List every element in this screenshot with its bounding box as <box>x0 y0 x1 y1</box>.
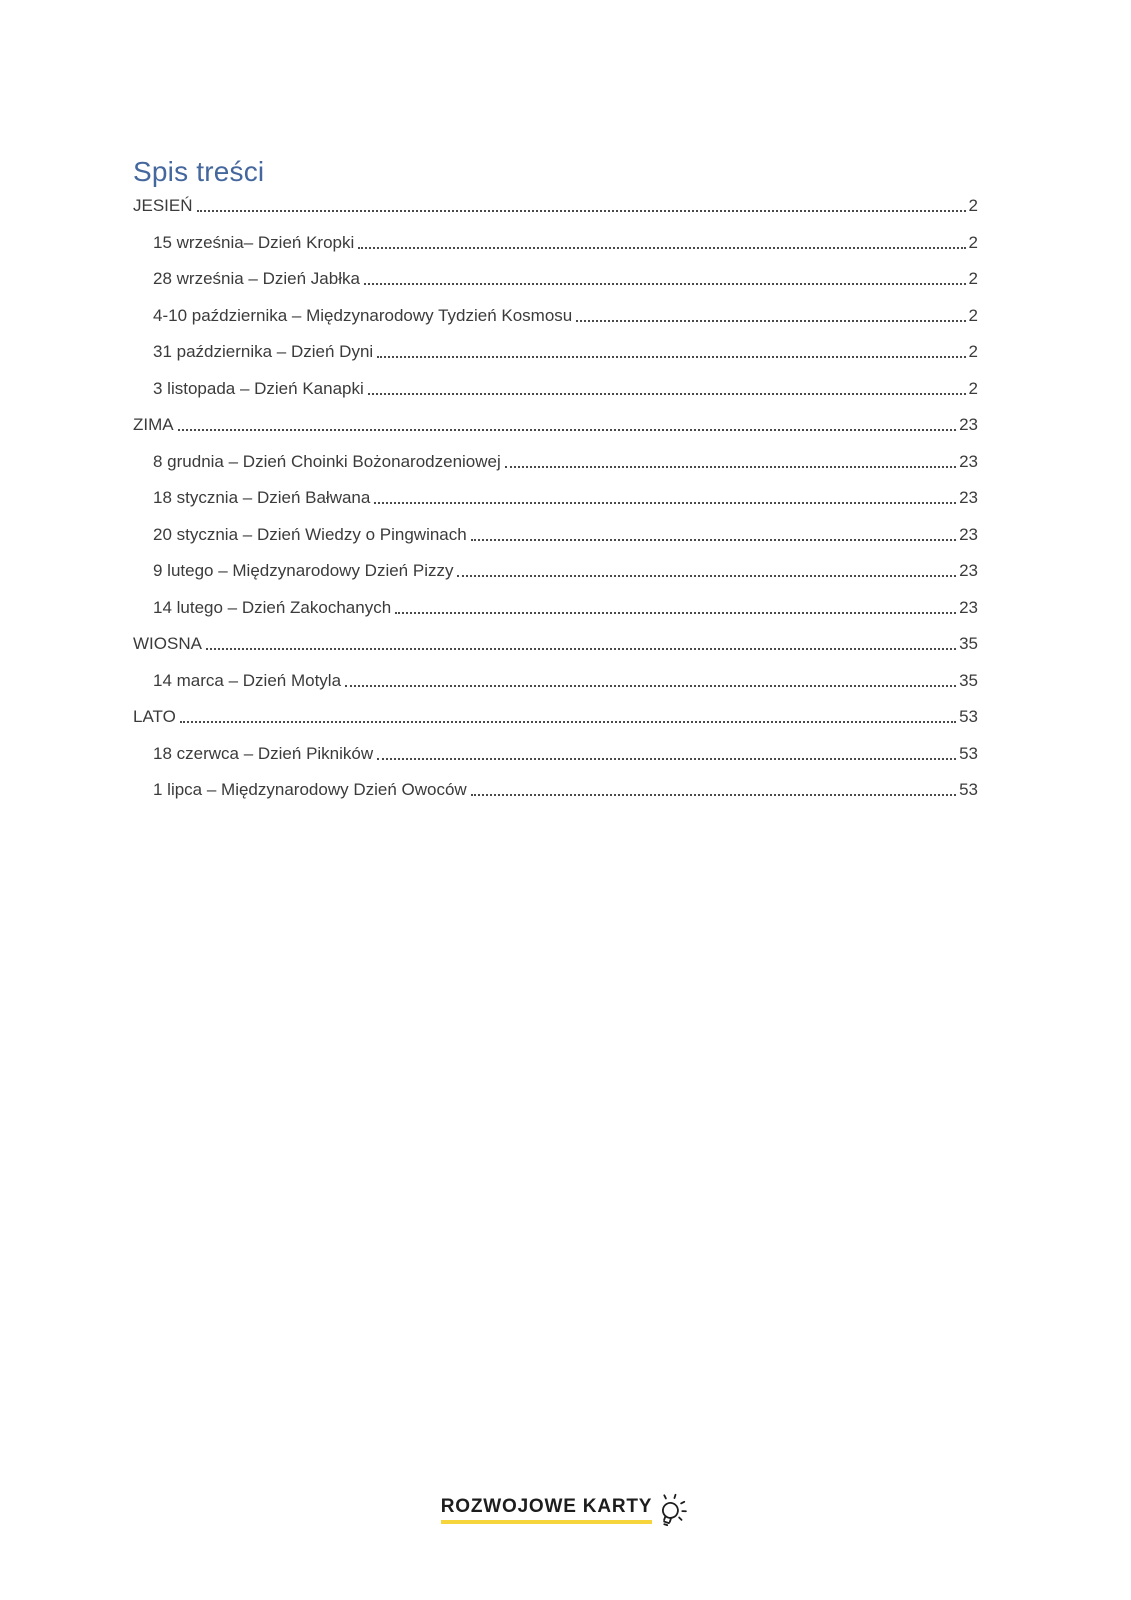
toc-page-number: 53 <box>959 707 978 726</box>
toc-page-number: 23 <box>959 451 978 471</box>
toc-dot-leader <box>368 393 966 395</box>
toc-entry-label: 15 września– Dzień Kropki <box>153 232 355 252</box>
toc-entry-label: 31 października – Dzień Dyni <box>153 342 374 361</box>
toc-entry[interactable] <box>133 234 978 251</box>
toc-entry[interactable] <box>133 672 978 689</box>
toc-entry[interactable] <box>133 416 978 433</box>
toc-dot-leader <box>471 794 956 796</box>
toc-entry-label: 14 lutego – Dzień Zakochanych <box>153 597 392 617</box>
toc-page-number: 2 <box>968 232 978 252</box>
toc-page-number: 2 <box>968 305 978 325</box>
toc-entry-label: ZIMA <box>133 415 174 434</box>
toc-entry-label: 4-10 października – Międzynarodowy Tydzień Kosmosu <box>153 305 573 325</box>
table-of-contents <box>133 197 978 798</box>
toc-dot-leader <box>197 210 966 212</box>
toc-dot-leader <box>358 247 965 249</box>
toc-entry-label: 3 listopada – Dzień Kanapki <box>153 378 364 398</box>
toc-page-number: 35 <box>959 670 978 690</box>
toc-section <box>133 155 978 818</box>
toc-dot-leader <box>178 429 956 431</box>
toc-entry[interactable] <box>133 599 978 616</box>
toc-page-number: 23 <box>959 488 978 507</box>
toc-entry[interactable] <box>133 380 978 397</box>
toc-entry-label: 18 stycznia – Dzień Bałwana <box>153 488 371 507</box>
toc-entry[interactable] <box>133 562 978 579</box>
toc-dot-leader <box>457 575 956 577</box>
toc-page-number: 35 <box>959 634 978 653</box>
toc-entry[interactable] <box>133 745 978 762</box>
toc-entry-label: 9 lutego – Międzynarodowy Dzień Pizzy <box>153 561 454 580</box>
brand-logo-text: ROZWOJOWE KARTY <box>441 1496 653 1524</box>
toc-entry-label: JESIEŃ <box>133 196 193 215</box>
toc-entry[interactable] <box>133 708 978 725</box>
toc-dot-leader <box>180 721 956 723</box>
toc-page-number: 23 <box>959 561 978 580</box>
toc-entry[interactable] <box>133 781 978 798</box>
toc-dot-leader <box>395 612 956 614</box>
toc-dot-leader <box>505 466 956 468</box>
toc-entry-label: 28 września – Dzień Jabłka <box>153 269 360 288</box>
toc-entry[interactable] <box>133 489 978 506</box>
toc-entry-label: LATO <box>133 707 176 726</box>
toc-dot-leader <box>377 356 965 358</box>
toc-entry-label: 8 grudnia – Dzień Choinki Bożonarodzeniowej <box>153 451 501 471</box>
lightbulb-icon <box>656 1492 690 1533</box>
toc-page-number: 2 <box>968 378 978 398</box>
toc-page-number: 23 <box>959 415 978 434</box>
toc-entry[interactable] <box>133 635 978 652</box>
toc-entry-label: 18 czerwca – Dzień Pikników <box>153 743 374 763</box>
toc-page-number: 23 <box>959 597 978 617</box>
toc-page-number: 53 <box>959 743 978 763</box>
toc-entry[interactable] <box>133 453 978 470</box>
toc-page-number: 2 <box>968 269 978 288</box>
toc-entry[interactable] <box>133 343 978 360</box>
toc-page-number: 2 <box>968 342 978 361</box>
toc-dot-leader <box>377 758 956 760</box>
toc-entry[interactable] <box>133 307 978 324</box>
toc-dot-leader <box>471 539 956 541</box>
toc-dot-leader <box>364 283 966 285</box>
toc-entry-label: 14 marca – Dzień Motyla <box>153 670 342 690</box>
toc-entry-label: 20 stycznia – Dzień Wiedzy o Pingwinach <box>153 524 467 544</box>
toc-entry-label: 1 lipca – Międzynarodowy Dzień Owoców <box>153 780 467 799</box>
toc-dot-leader <box>576 320 965 322</box>
toc-page-number: 53 <box>959 780 978 799</box>
page-title: Spis treści <box>133 156 265 187</box>
footer <box>0 1496 1131 1533</box>
toc-entry-label: WIOSNA <box>133 634 202 653</box>
toc-entry[interactable] <box>133 270 978 287</box>
toc-dot-leader <box>345 685 956 687</box>
toc-entry[interactable] <box>133 526 978 543</box>
toc-dot-leader <box>206 648 956 650</box>
toc-page-number: 2 <box>968 196 978 215</box>
toc-entry[interactable] <box>133 197 978 214</box>
toc-page-number: 23 <box>959 524 978 544</box>
toc-dot-leader <box>374 502 956 504</box>
